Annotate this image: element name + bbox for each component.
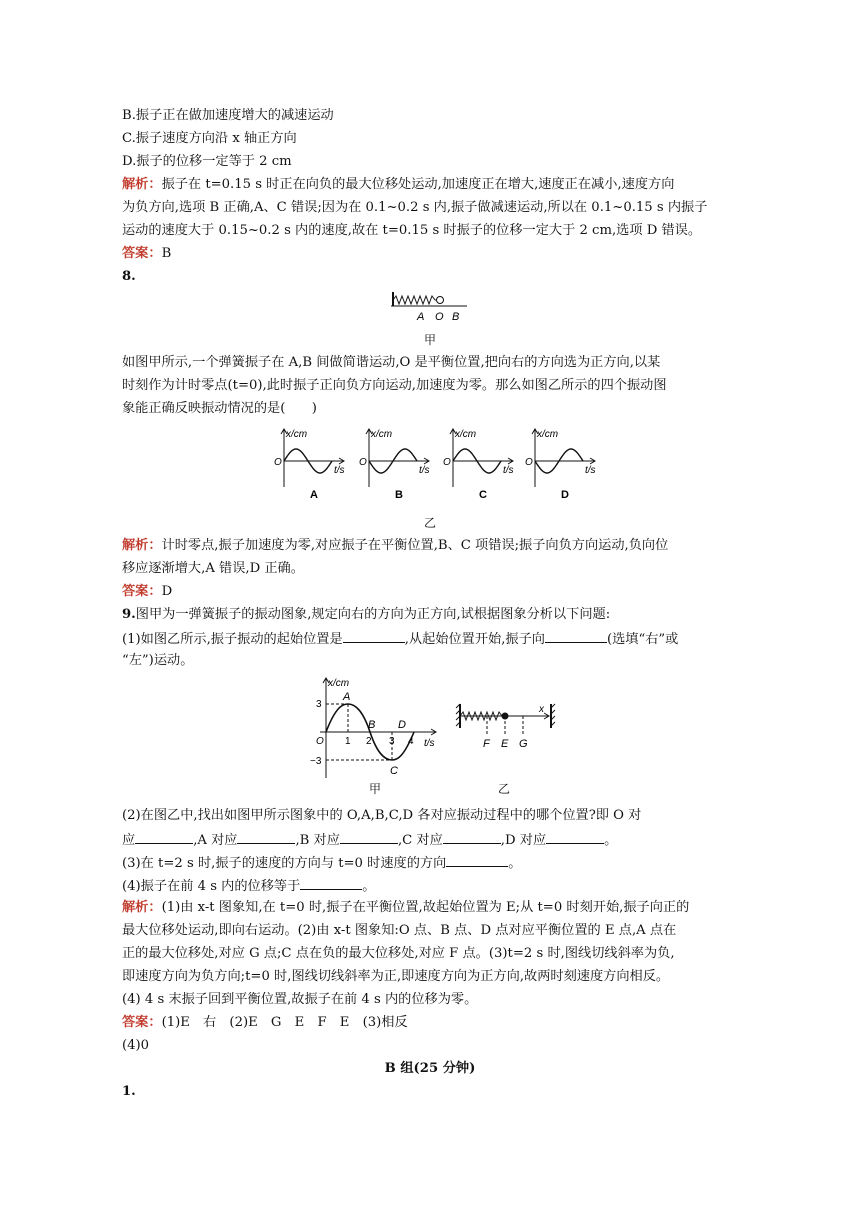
graph-option-label: B [395,489,403,501]
q9-stem-text: 图甲为一弹簧振子的振动图象,规定向右的方向为正方向,试根据图象分析以下问题: [135,607,611,622]
q7-analysis-line-3: 运动的速度大于 0.15~0.2 s 内的速度,故在 t=0.15 s 时振子的位移一定大于 2 cm,选项 D 错误。 [122,223,702,238]
x-tick-3: 3 [389,736,395,747]
q9-answer-line-2: (4)0 [122,1038,150,1053]
text: 。 [362,879,376,894]
origin-label: O [274,457,282,468]
graph-option-label: C [479,489,487,501]
q8-fig-jia-caption: 甲 [423,333,436,347]
y-tick-neg3: −3 [310,756,322,767]
q9-part3 [122,852,521,874]
text: ,D 对应 [500,833,547,848]
text: (3)在 t=2 s 时,振子的速度的方向与 t=0 时速度的方向 [122,856,447,871]
q9-analysis-line-2: 最大位移处运动,即向右运动。(2)由 x-t 图象知:O 点、B 点、D 点对应平衡位置的 E 点,A 点在 [122,923,677,938]
q7-option-b: B.振子正在做加速度增大的减速运动 [122,108,334,123]
analysis-text: 振子在 t=0.15 s 时正在向负的最大位移处运动,加速度正在增大,速度正在减小,速度方向 [161,177,675,192]
y-axis-label: x/cm [328,678,350,689]
text: ,从起始位置开始,振子向 [404,632,545,647]
group-b-q1-number: 1. [122,1084,136,1099]
q9-part4 [122,875,375,897]
point-f: F [483,738,490,750]
point-b: B [368,719,376,731]
answer-blank[interactable] [135,829,193,844]
origin-label: O [443,457,451,468]
q7-option-d: D.振子的位移一定等于 2 cm [122,154,292,169]
q8-stem-line-2: 时刻作为计时零点(t=0),此时振子正向负方向运动,加速度为零。那么如图乙所示的四个振动图 [122,378,667,393]
text: 应 [122,833,136,848]
answer-label: 答案： [122,1015,162,1030]
point-e: E [501,738,509,750]
q9-part1-line-1 [122,628,678,650]
origin-label: O [525,457,533,468]
answer-blank[interactable] [300,875,362,890]
y-axis-label: x/cm [537,429,559,440]
graph-option-label: A [310,489,318,501]
point-c: C [390,765,398,777]
graph-option-label: D [561,489,569,501]
q9-analysis-line-1 [122,898,689,918]
q9-analysis-line-3: 正的最大位移处,对应 G 点;C 点在负的最大位移处,对应 F 点。(3)t=2 s 时,图线切线斜率为负, [122,946,675,961]
y-axis-label: x/cm [286,429,308,440]
graph-b [359,429,430,501]
point-b-label: B [452,311,460,323]
graph-c [443,429,514,501]
answer-label: 答案： [122,246,162,261]
q9-spring-figure-yi [455,700,565,756]
q7-analysis-line-1 [122,175,674,195]
q8-analysis-line-1 [122,536,668,556]
y-axis-label: x/cm [371,429,393,440]
answer-blank[interactable] [343,628,405,643]
y-axis-label: x/cm [455,429,477,440]
x-axis-label: t/s [334,465,345,476]
x-axis-label: t/s [419,465,430,476]
analysis-label: 解析： [122,538,162,553]
q9-spring-yi-caption: 乙 [497,782,510,796]
q8-spring-figure-jia [385,290,475,326]
analysis-text: 计时零点,振子加速度为零,对应振子在平衡位置,B、C 项错误;振子向负方向运动,负向位 [161,538,669,553]
text: ,A 对应 [193,833,238,848]
point-a: A [343,691,351,703]
spring [393,296,435,304]
answer-blank[interactable] [546,829,604,844]
q7-analysis-line-2: 为负方向,选项 B 正确,A、C 错误;因为在 0.1~0.2 s 内,振子做减速运动,所以在 0.1~0.15 s 内振子 [122,200,708,215]
group-b-title: B 组(25 分钟) [384,1061,476,1076]
y-tick-3: 3 [316,699,322,710]
answer-value: (1)E 右 (2)E G E F E (3)相反 [161,1015,408,1030]
x-axis-label: t/s [503,465,514,476]
oscillator-ball [502,713,509,720]
q8-number: 8. [122,269,136,284]
x-axis-label: t/s [585,465,596,476]
x-axis-label: x [539,704,544,715]
q8-analysis-line-2: 移应逐渐增大,A 错误,D 正确。 [122,561,304,576]
x-tick-2: 2 [366,736,372,747]
point-a-label: A [417,311,425,323]
q9-number: 9. [122,607,136,622]
x-tick-4: 4 [408,736,414,747]
text: ,B 对应 [295,833,340,848]
text: ,C 对应 [397,833,443,848]
q9-answer-line-1 [122,1013,408,1033]
answer-value: B [161,246,172,261]
text: 。 [508,856,522,871]
origin-label: O [316,736,324,747]
x-tick-1: 1 [345,736,351,747]
q9-part1-line-2: “左”)运动。 [122,653,194,668]
answer-blank[interactable] [237,829,295,844]
answer-label: 答案： [122,584,162,599]
q9-part2-line-2 [122,829,617,851]
point-d: D [398,719,406,731]
q8-graphs-figure-yi [262,425,602,505]
q8-stem-line-1: 如图甲所示,一个弹簧振子在 A,B 间做简谐运动,O 是平衡位置,把向右的方向选为正方向,以某 [122,355,661,370]
answer-blank[interactable] [443,829,501,844]
point-o-label: O [435,311,444,323]
q9-graph-jia-caption: 甲 [368,782,381,796]
q9-part2-line-1: (2)在图乙中,找出如图甲所示图象中的 O,A,B,C,D 各对应振动过程中的哪个位置?即 O 对 [122,808,642,823]
analysis-text: (1)由 x-t 图象知,在 t=0 时,振子在平衡位置,故起始位置为 E;从 t=0 时刻开始,振子向正的 [161,900,690,915]
text: (1)如图乙所示,振子振动的起始位置是 [122,632,343,647]
point-g: G [519,738,528,750]
q7-option-c: C.振子速度方向沿 x 轴正方向 [122,131,297,146]
q8-answer [122,582,172,602]
graph-d [525,429,596,501]
answer-blank[interactable] [446,852,508,867]
text: (4)振子在前 4 s 内的位移等于 [122,879,301,894]
analysis-label: 解析： [122,900,162,915]
graph-a [274,429,345,501]
q7-answer [122,244,171,264]
text: (选填“右”或 [606,632,679,647]
q8-stem-line-3: 象能正确反映振动情况的是( ) [122,401,317,416]
origin-label: O [359,457,367,468]
oscillator-ball [437,297,444,304]
answer-blank[interactable] [545,628,607,643]
answer-value: D [161,584,173,599]
answer-blank[interactable] [340,829,398,844]
q9-analysis-line-4: 即速度方向为负方向;t=0 时,图线切线斜率为正,即速度方向为正方向,故两时刻速度方向相反。 [122,969,670,984]
x-axis-label: t/s [424,738,435,749]
q8-fig-yi-caption: 乙 [423,516,436,530]
q9-analysis-line-5: (4) 4 s 末振子回到平衡位置,故振子在前 4 s 内的位移为零。 [122,992,478,1007]
q9-xt-graph-jia [300,676,450,790]
text: 。 [604,833,618,848]
q9-stem [122,605,610,625]
analysis-label: 解析： [122,177,162,192]
